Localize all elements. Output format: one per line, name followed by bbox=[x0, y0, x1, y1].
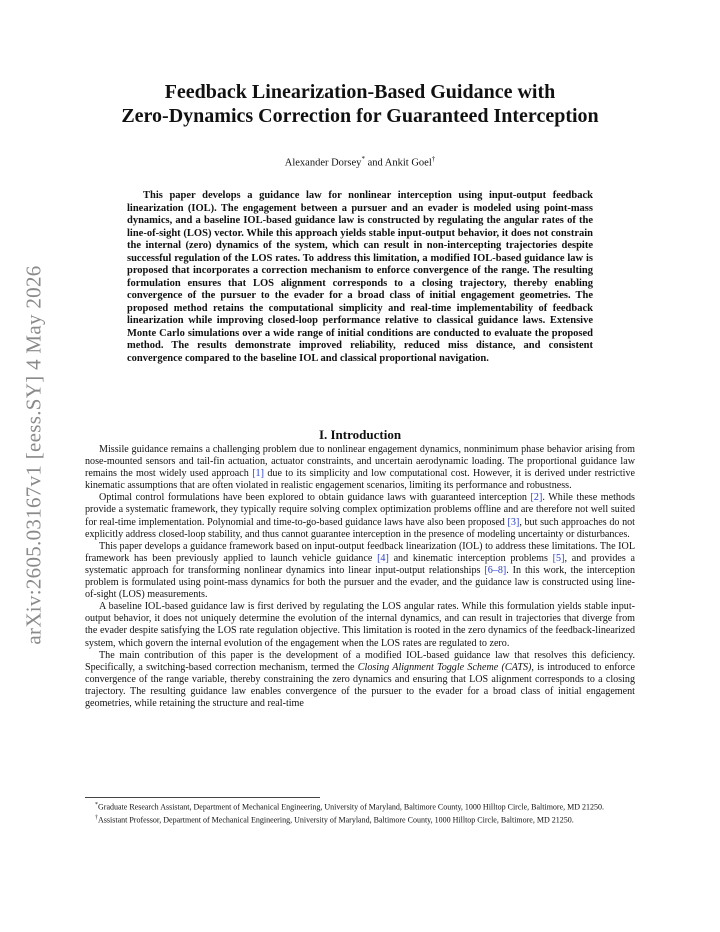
footnote-mark: † bbox=[95, 815, 98, 822]
text-run: , but such approaches do not explicitly address closed-loop stability, and thus cannot guarantee interception in the presence of modeling uncertainty or disturbances. bbox=[85, 516, 635, 540]
title-line-2: Zero-Dynamics Correction for Guaranteed Interception bbox=[121, 105, 599, 127]
citation-link[interactable]: [5] bbox=[552, 552, 565, 564]
footnotes bbox=[85, 800, 635, 826]
citation-link[interactable]: [2] bbox=[530, 492, 543, 504]
text-run: The main contribution of this paper is the development of a modified IOL-based guidance law that resolves this deficiency. Specifically, a switching-based correction mechanism, termed the bbox=[85, 649, 635, 673]
citation-link[interactable]: [6–8] bbox=[484, 564, 507, 576]
footnote bbox=[85, 800, 635, 813]
text-run: , and provides a systematic approach for transforming nonlinear dynamics into linear input-output relationships bbox=[85, 552, 635, 576]
citation-link[interactable]: [1] bbox=[252, 468, 264, 480]
author-conjunction: and bbox=[364, 157, 385, 169]
footnote-text: Assistant Professor, Department of Mechanical Engineering, University of Maryland, Baltimore County, 1000 Hilltop Circle, Baltimore, MD 21250. bbox=[98, 815, 574, 825]
paragraph bbox=[85, 650, 635, 710]
paper-title bbox=[85, 80, 635, 128]
text-run: Missile guidance remains a challenging problem due to nonlinear engagement dynamics, nonminimum phase behavior arising from nose-mounted sensors and tail-fin actuation, actuator constraints, and uncertain aerodynamic loading. The proportional guidance law remains the most widely used approach bbox=[85, 444, 635, 480]
paragraph bbox=[85, 541, 635, 601]
arxiv-identifier: arXiv:2605.03167v1 [eess.SY] 4 May 2026 bbox=[21, 265, 46, 645]
author-list bbox=[85, 155, 635, 169]
paragraph: A baseline IOL-based guidance law is first derived by regulating the LOS angular rates. While this formulation yields stable input-output behavior, it does not uniquely determine the evolution of the internal dynamics, and can result in trajectories that diverge from the evader despite satisfying the LOS rate regulation objective. This limitation is rooted in the zero dynamics of the feedback-linearized system, which govern the internal evolution of the engagement when the LOS rates are regulated to zero. bbox=[85, 601, 635, 649]
section-heading: I. Introduction bbox=[318, 427, 402, 442]
footnote-mark: * bbox=[361, 155, 365, 163]
emphasized-term: Closing Alignment Toggle Scheme (CATS) bbox=[357, 661, 532, 673]
footnote-mark: * bbox=[95, 802, 98, 808]
arxiv-sidebar-stamp bbox=[14, 255, 54, 655]
text-run: , is introduced to enforce convergence of the range variable, thereby constraining the zero dynamics and ensuring that LOS alignment corresponds to a closing trajectory. The resulting guidance law enables convergence of the pursuer to the evader for a broad class of initial engagement geometries, while retaining the structure and real-time bbox=[85, 661, 635, 709]
footnote-divider bbox=[85, 797, 320, 798]
text-run: Optimal control formulations have been explored to obtain guidance laws with guaranteed interception bbox=[99, 492, 531, 504]
author-name: Ankit Goel bbox=[384, 157, 432, 169]
footnote-text: Graduate Research Assistant, Department of Mechanical Engineering, University of Maryland, Baltimore County, 1000 Hilltop Circle, Baltimore, MD 21250. bbox=[98, 802, 605, 812]
citation-link[interactable]: [4] bbox=[377, 552, 389, 564]
citation-link[interactable]: [3] bbox=[507, 516, 520, 528]
text-run: and kinematic interception problems bbox=[388, 552, 553, 564]
abstract: This paper develops a guidance law for nonlinear interception using input-output feedback linearization (IOL). The engagement between a pursuer and an evader is modeled using point-mass dynamics, and a baseline IOL-based guidance law is constructed by regulating the angular rates of the line-of-sight (LOS) vector. While this approach yields stable input-output behavior, it does not constrain the internal (zero) dynamics of the system, which can result in non-intercepting trajectories despite successful regulation of the LOS rates. To address this limitation, a modified IOL-based guidance law is proposed that incorporates a correction mechanism to enforce convergence of the range. The resulting formulation ensures that LOS alignment corresponds to a closing trajectory, thereby enabling convergence of the pursuer to the evader for a broad class of initial engagement geometries. The proposed method retains the computational simplicity and real-time implementability of feedback linearization while improving closed-loop performance relative to classical guidance laws. Extensive Monte Carlo simulations over a wide range of initial conditions are conducted to evaluate the proposed method. The results demonstrate improved reliability, reduced miss distance, and consistent convergence compared to the baseline IOL and classical proportional navigation. bbox=[127, 190, 593, 364]
introduction-body bbox=[85, 444, 635, 710]
text-run: . In this work, the interception problem is formulated using point-mass dynamics for both the pursuer and the evader, and the guidance law is constructed using line-of-sight (LOS) measurements. bbox=[85, 564, 635, 601]
text-run: . While these methods provide a systematic framework, they typically require solving complex optimization problems offline and are therefore not well suited for real-time implementation. Polynomial and time-to-go-based guidance laws have also been proposed bbox=[85, 492, 635, 528]
text-run: This paper develops a guidance framework based on input-output feedback linearization (IOL) to address these limitations. The IOL framework has been previously applied to launch vehicle guidance bbox=[85, 540, 635, 564]
text-run: due to its simplicity and low computational cost. However, it is derived under restrictive kinematic assumptions that are often violated in realistic engagement scenarios, limiting its performance and robustness. bbox=[85, 468, 635, 492]
paragraph bbox=[85, 444, 635, 492]
footnote-mark: † bbox=[431, 155, 436, 163]
author-name: Alexander Dorsey bbox=[284, 157, 362, 169]
title-line-1: Feedback Linearization-Based Guidance with bbox=[164, 81, 556, 103]
paragraph bbox=[85, 492, 635, 540]
footnote bbox=[85, 813, 635, 826]
